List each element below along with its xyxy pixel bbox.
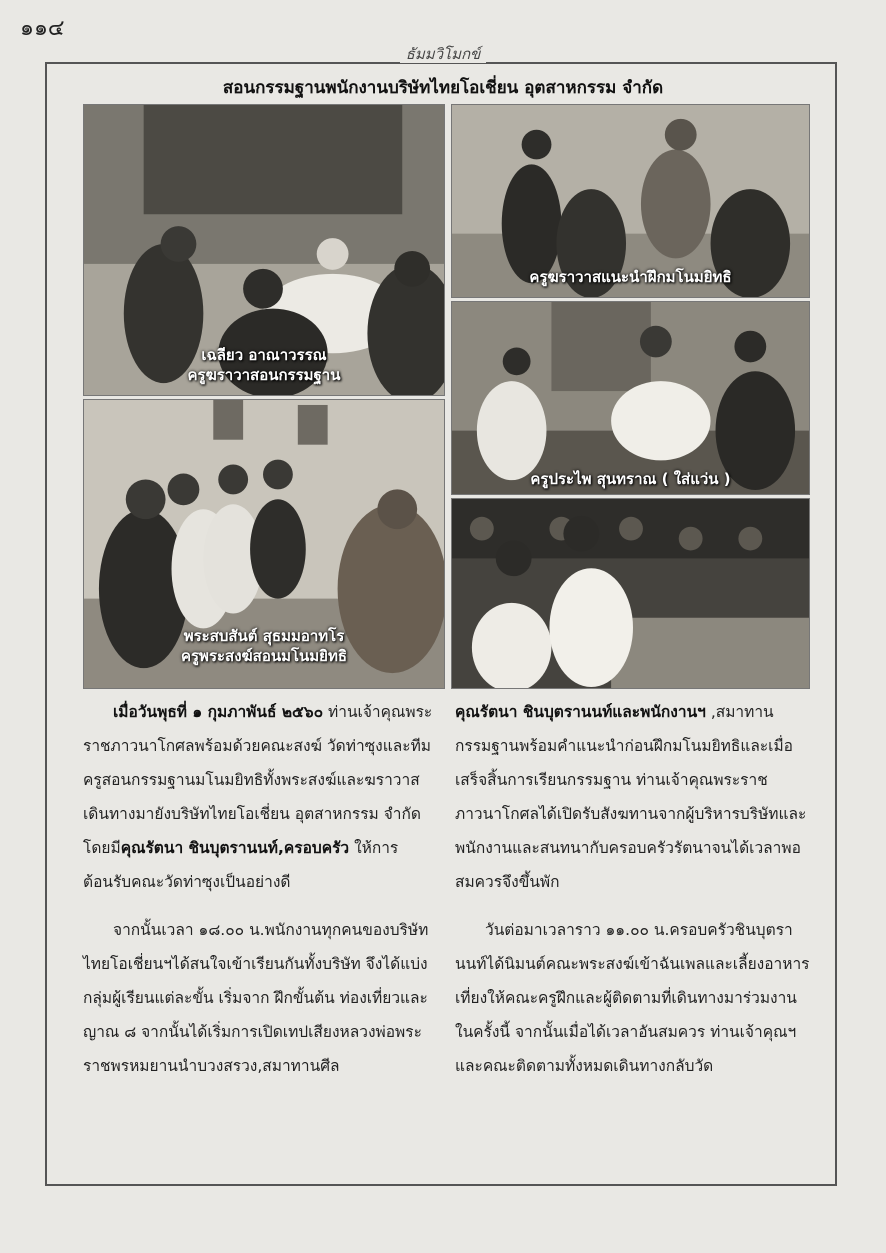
paragraph: วันต่อมาเวลาราว ๑๑.๐๐ น.ครอบครัวชินบุตรานนท์ได้นิมนต์คณะพระสงฆ์เข้าฉันเพลและเลี้ยงอาหารเที่ยงให้คณะครูฝึกและผู้ติดตามที่เดินทางมาร่วมงานในครั้งนี้ จากนั้นเมื่อได้เวลาอันสมควร ท่านเจ้าคุณฯและคณะติดตามทั้งหมดเดินทางกลับวัด	[455, 921, 810, 1075]
page-number: ๑๑๔	[20, 16, 65, 41]
photo-caption: เฉลียว อาณาวรรณ ครูฆราวาสอนกรรมฐาน	[187, 346, 341, 384]
article-headline: สอนกรรมฐานพนักงานบริษัทไทยโอเชี่ยน อุตสาหกรรม จำกัด	[222, 78, 664, 98]
photo-monk-teacher	[83, 399, 445, 689]
photo-layperson-teacher	[83, 104, 445, 396]
photo-group-chanting	[451, 498, 810, 689]
article-column-right	[455, 695, 811, 1083]
photo-group-chanting-image	[452, 499, 809, 688]
photo-caption: ครูประไพ สุนทราณ ( ใส่แว่น )	[530, 470, 731, 488]
photo-teacher-prapai-image	[452, 302, 809, 494]
paragraph: จากนั้นเวลา ๑๘.๐๐ น.พนักงานทุกคนของบริษัทไทยโอเชี่ยนฯได้สนใจเข้าเรียนกันทั้งบริษัท จึงได้แบ่งกลุ่มผู้เรียนแต่ละขั้น เริ่มจาก ฝึกขั้นต้น ท่องเที่ยวและญาณ ๘ จากนั้นได้เริ่มการเปิดเทปเสียงหลวงพ่อพระราชพรหมยานนำบวงสรวง,สมาทานศีล	[83, 921, 429, 1075]
article-column-left	[83, 695, 439, 1083]
paragraph: คุณรัตนา ชินบุตรานนท์และพนักงานฯ ,สมาทานกรรมฐานพร้อมคำแนะนำก่อนฝึกมโนมยิทธิและเมื่อเสร็จสิ้นการเรียนกรรมฐาน ท่านเจ้าคุณพระราชภาวนาโกศลได้เปิดรับสังฆทานจากผู้บริหารบริษัทและพนักงานและสนทนากับครอบครัวรัตนาจนได้เวลาพอสมควรจึงขึ้นพัก	[455, 703, 807, 891]
photo-layperson-guidance	[451, 104, 810, 298]
photo-caption: พระสบสันต์ สุธมมอาทโร ครูพระสงฆ์สอนมโนมยิทธิ	[180, 627, 348, 665]
photo-teacher-prapai	[451, 301, 810, 495]
photo-caption: ครูฆราวาสแนะนำฝึกมโนมยิทธิ	[529, 268, 732, 286]
running-title: ธัมมวิโมกข์	[0, 42, 886, 66]
paragraph: เมื่อวันพุธที่ ๑ กุมภาพันธ์ ๒๕๖๐ ท่านเจ้าคุณพระราชภาวนาโกศลพร้อมด้วยคณะสงฆ์ วัดท่าซุงและทีมครูสอนกรรมฐานมโนมยิทธิทั้งพระสงฆ์และฆราวาสเดินทางมายังบริษัทไทยโอเชี่ยน อุตสาหกรรม จำกัด โดยมีคุณรัตนา ชินบุตรานนท์,ครอบครัว ให้การต้อนรับคณะวัดท่าซุงเป็นอย่างดี	[83, 703, 433, 891]
